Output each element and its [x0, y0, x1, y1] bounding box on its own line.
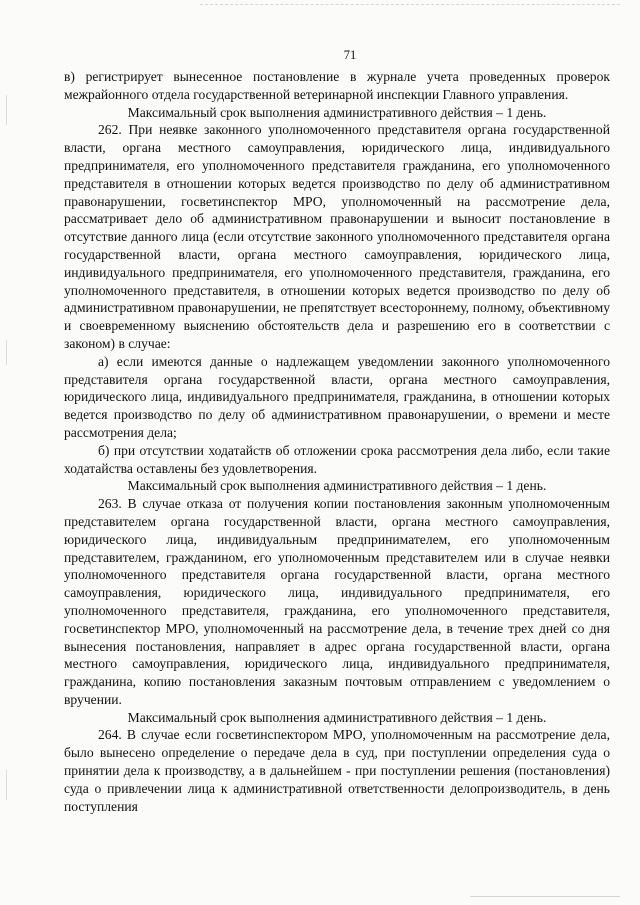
paragraph: Максимальный срок выполнения административного действия – 1 день. [127, 104, 547, 120]
paragraph: б) при отсутствии ходатайств об отложении срока рассмотрения дела либо, если такие ходатайства оставлены без удовлетворения. [64, 442, 610, 476]
scan-margin-mark [6, 770, 7, 800]
paragraph: 263. В случае отказа от получения копии постановления законным уполномоченным представителем органа государственной власти, органа местного самоуправления, юридического лица, индивидуальным предпринимателем, его уполномоченным представителем, гражданином, его уполномоченным представителем или в случае неявки уполномоченного представителя органа государственной власти, органа местного самоуправления, юридического лица, индивидуального предпринимателя, его уполномоченного представителя, гражданина, его уполномоченного представителя, госветинспектор МРО, уполномоченный на рассмотрение дела, в течение трех дней со дня вынесения постановления, направляет в адрес органа государственной власти, органа местного самоуправления, юридического лица, индивидуального предпринимателя, гражданина, копию постановления заказным почтовым отправлением с уведомлением о вручении. [64, 496, 610, 707]
scan-artifact-bottom [470, 896, 620, 899]
paragraph: а) если имеются данные о надлежащем уведомлении законного уполномоченного представителя органа государственной власти, органа местного самоуправления, юридического лица, индивидуального предпринимателя, гражданина, в отношении которых ведется производство по делу об административном правонарушении, о времени и месте рассмотрения дела; [64, 353, 610, 440]
paragraph: Максимальный срок выполнения административного действия – 1 день. [127, 478, 547, 494]
paragraph: 264. В случае если госветинспектором МРО, уполномоченным на рассмотрение дела, было вынесено определение о передаче дела в суд, при поступлении определения суда о принятии дела к производству, а в дальнейшем - при поступлении решения (постановления) суда о привлечении лица к административной ответственности делопроизводитель, в день поступления [64, 727, 610, 814]
document-body [64, 68, 610, 815]
scan-artifact-top [200, 4, 620, 9]
paragraph: в) регистрирует вынесенное постановление в журнале учета проведенных проверок межрайонного отдела государственной ветеринарной инспекции Главного управления. [64, 69, 610, 102]
paragraph: Максимальный срок выполнения административного действия – 1 день. [127, 709, 547, 725]
scan-margin-mark [6, 95, 7, 125]
scan-margin-mark [6, 340, 7, 365]
paragraph: 262. При неявке законного уполномоченного представителя органа государственной власти, органа местного самоуправления, юридического лица, индивидуального предпринимателя, его уполномоченного представителя гражданина, его уполномоченного представителя в отношении которых ведется производство по делу об административном правонарушении, госветинспектор МРО, уполномоченный на рассмотрение дела, рассматривает дело об административном правонарушении и выносит постановление в отсутствие данного лица (если отсутствие законного уполномоченного представителя органа государственной власти, органа местного самоуправления, юридического лица, индивидуального предпринимателя, его уполномоченного представителя, гражданина, его уполномоченного представителя, в отношении которых ведется производство по делу об административном правонарушении, не препятствует всестороннему, полному, объективному и своевременному выяснению обстоятельств дела и разрешению его в соответствии с законом) в случае: [64, 122, 610, 351]
page-number: 71 [343, 48, 357, 62]
